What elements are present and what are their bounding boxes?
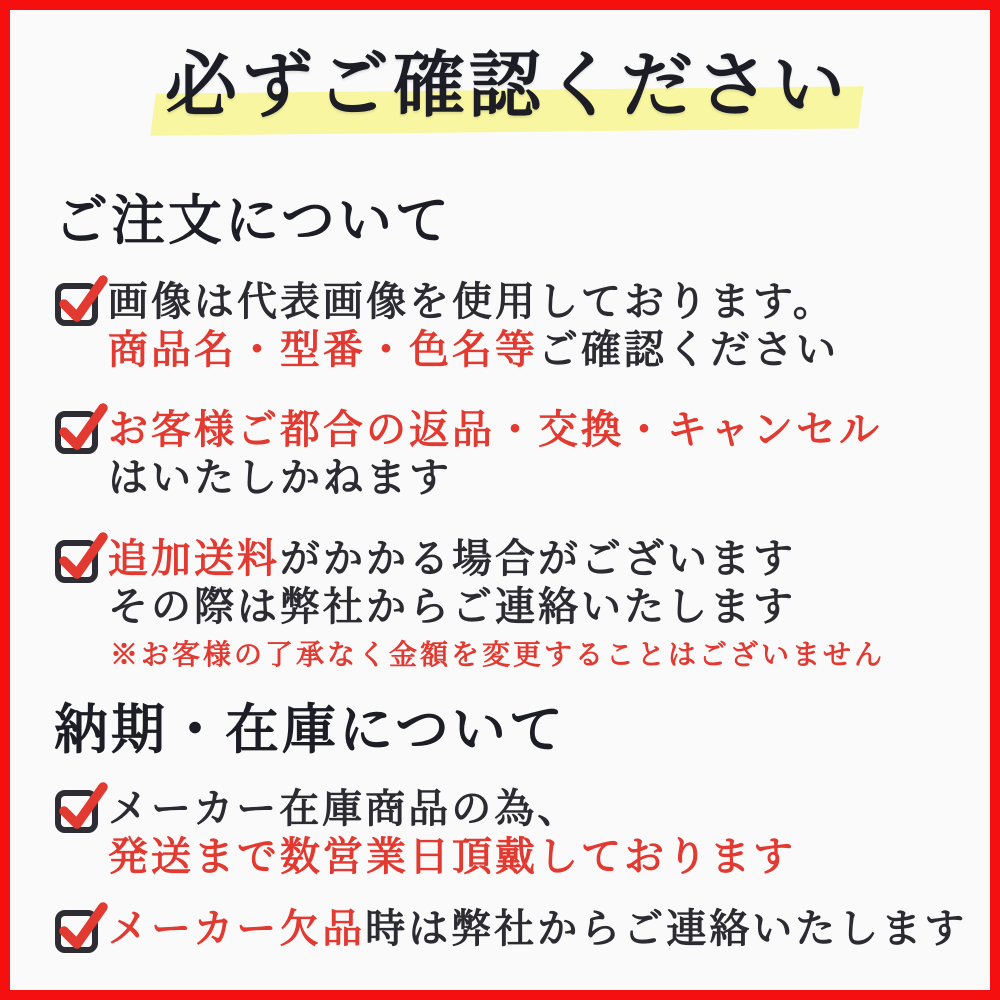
checklist-item-returns bbox=[54, 406, 960, 502]
text-segment: メーカー在庫商品の為、 bbox=[108, 786, 581, 831]
price-change-disclaimer: ※お客様の了承なく金額を変更することはございません bbox=[110, 640, 886, 671]
checklist-line bbox=[108, 278, 839, 326]
checklist-line bbox=[108, 454, 882, 502]
checklist-item-lines bbox=[108, 905, 967, 953]
page-title: 必ずご確認ください bbox=[164, 46, 849, 126]
checklist-item-lines bbox=[108, 406, 882, 502]
text-segment: その際は弊社からご連絡いたします bbox=[108, 584, 796, 629]
checklist-item-lines bbox=[108, 535, 885, 673]
text-segment-emphasis: 発送まで数営業日頂戴しております bbox=[108, 834, 796, 879]
checklist-item-lines bbox=[108, 785, 796, 881]
notice-content bbox=[10, 46, 990, 953]
checked-checkbox-icon bbox=[54, 529, 102, 583]
text-segment: 時は弊社からご連絡いたします bbox=[365, 906, 968, 951]
text-segment-emphasis: メーカー欠品 bbox=[108, 906, 366, 951]
text-segment-emphasis: お客様ご都合の返品・交換・キャンセル bbox=[108, 407, 882, 452]
title-block bbox=[54, 46, 960, 138]
checklist-item-lines bbox=[108, 278, 839, 374]
checklist-line bbox=[108, 833, 796, 881]
checklist-line bbox=[108, 785, 796, 833]
text-segment: ご確認ください bbox=[538, 327, 839, 372]
checklist-item-representative-image bbox=[54, 278, 960, 374]
checklist-line bbox=[108, 905, 967, 953]
checked-checkbox-icon bbox=[54, 272, 102, 326]
checklist-line bbox=[108, 326, 839, 374]
checklist-item-maker-stock bbox=[54, 785, 960, 881]
text-segment: はいたしかねます bbox=[108, 455, 452, 500]
section-heading-order: ご注文について bbox=[54, 191, 452, 251]
checklist-item-extra-shipping bbox=[54, 535, 960, 673]
checklist-line bbox=[108, 535, 885, 583]
checklist-item-maker-out-of-stock bbox=[54, 905, 968, 953]
checklist-line bbox=[108, 583, 885, 631]
section-heading-delivery-stock: 納期・在庫について bbox=[54, 700, 566, 760]
checked-checkbox-icon bbox=[54, 400, 102, 454]
text-segment: がかかる場合がございます bbox=[280, 536, 796, 581]
text-segment-emphasis: 追加送料 bbox=[108, 536, 280, 581]
checked-checkbox-icon bbox=[54, 899, 102, 953]
checked-checkbox-icon bbox=[54, 779, 102, 833]
text-segment: 画像は代表画像を使用しております。 bbox=[108, 279, 836, 324]
text-segment-emphasis: 商品名・型番・色名等 bbox=[108, 327, 538, 372]
checklist-line bbox=[108, 406, 882, 454]
